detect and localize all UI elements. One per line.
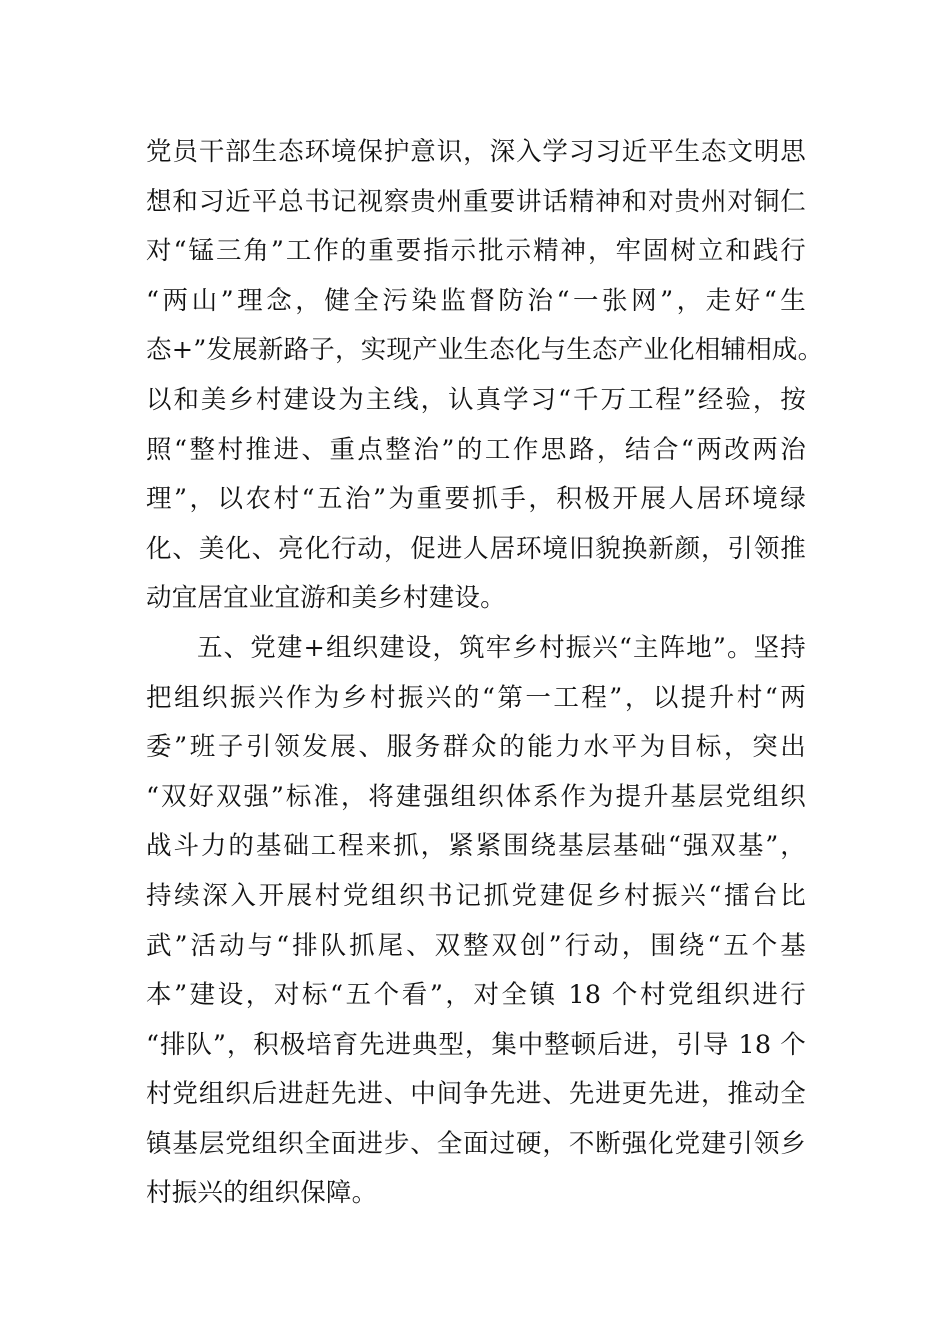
text-line: “排队”，积极培育先进典型，集中整顿后进，引导 18 个 bbox=[146, 1029, 806, 1060]
text-line: 五、党建+组织建设，筑牢乡村振兴“主阵地”。坚持 bbox=[197, 632, 806, 663]
text-line: 委”班子引领发展、服务群众的能力水平为目标，突出 bbox=[146, 732, 806, 763]
text-line: 党员干部生态环境保护意识，深入学习习近平生态文明思 bbox=[146, 137, 806, 167]
text-line: 照“整村推进、重点整治”的工作思路，结合“两改两治 bbox=[146, 434, 806, 465]
text-line: 武”活动与“排队抓尾、双整双创”行动，围绕“五个基 bbox=[146, 930, 806, 961]
paragraph-2 bbox=[146, 624, 806, 1219]
text-line: 动宜居宜业宜游和美乡村建设。 bbox=[146, 583, 506, 614]
text-line: 化、美化、亮化行动，促进人居环境旧貌换新颜，引领推 bbox=[146, 533, 806, 564]
body-text bbox=[146, 128, 824, 1219]
text-line: 村振兴的组织保障。 bbox=[146, 1178, 378, 1209]
text-line: 村党组织后进赶先进、中间争先进、先进更先进，推动全 bbox=[146, 1079, 806, 1110]
text-line: “双好双强”标准，将建强组织体系作为提升基层党组织 bbox=[146, 781, 806, 812]
text-line: 想和习近平总书记视察贵州重要讲话精神和对贵州对铜仁 bbox=[146, 186, 806, 217]
text-line: 本”建设，对标“五个看”，对全镇 18 个村党组织进行 bbox=[146, 980, 806, 1011]
text-line: 战斗力的基础工程来抓，紧紧围绕基层基础“强双基”， bbox=[146, 831, 806, 862]
text-line: 把组织振兴作为乡村振兴的“第一工程”，以提升村“两 bbox=[146, 682, 806, 713]
paragraph-1 bbox=[146, 128, 824, 624]
text-line: 态+”发展新路子，实现产业生态化与生态产业化相辅相成。 bbox=[146, 335, 824, 366]
text-line: 镇基层党组织全面进步、全面过硬，不断强化党建引领乡 bbox=[146, 1128, 806, 1159]
text-line: 以和美乡村建设为主线，认真学习“千万工程”经验，按 bbox=[146, 384, 806, 415]
text-line: 持续深入开展村党组织书记抓党建促乡村振兴“擂台比 bbox=[146, 880, 806, 911]
text-line: 理”，以农村“五治”为重要抓手，积极开展人居环境绿 bbox=[146, 484, 806, 515]
text-line: “两山”理念，健全污染监督防治“一张网”，走好“生 bbox=[146, 285, 806, 316]
text-line: 对“锰三角”工作的重要指示批示精神，牢固树立和践行 bbox=[146, 236, 806, 267]
